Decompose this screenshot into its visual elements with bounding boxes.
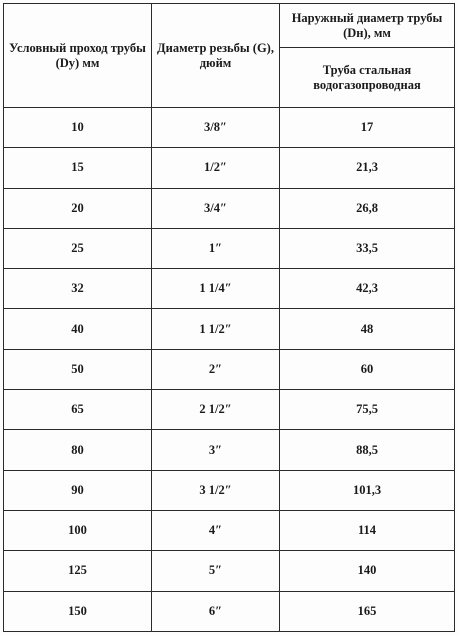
table-row: [4, 309, 455, 349]
cell-outer-diameter: 114: [280, 510, 455, 550]
table-row: [4, 228, 455, 268]
table-row: [4, 148, 455, 188]
cell-nominal-bore: 32: [4, 269, 152, 309]
cell-outer-diameter: 26,8: [280, 188, 455, 228]
cell-outer-diameter: 140: [280, 551, 455, 591]
cell-nominal-bore: 65: [4, 390, 152, 430]
cell-thread-diameter: 5″: [152, 551, 280, 591]
pipe-dimensions-table: [3, 3, 455, 632]
cell-outer-diameter: 48: [280, 309, 455, 349]
table-row: [4, 551, 455, 591]
cell-nominal-bore: 25: [4, 228, 152, 268]
cell-nominal-bore: 15: [4, 148, 152, 188]
cell-outer-diameter: 101,3: [280, 470, 455, 510]
table-row: [4, 430, 455, 470]
cell-thread-diameter: 1 1/2″: [152, 309, 280, 349]
table-row: [4, 390, 455, 430]
header-thread-diameter: Диаметр резьбы (G), дюйм: [152, 4, 280, 108]
table-body: [4, 108, 455, 632]
cell-outer-diameter: 17: [280, 108, 455, 148]
table-row: [4, 269, 455, 309]
cell-thread-diameter: 1 1/4″: [152, 269, 280, 309]
cell-nominal-bore: 20: [4, 188, 152, 228]
cell-thread-diameter: 4″: [152, 510, 280, 550]
cell-thread-diameter: 3/8″: [152, 108, 280, 148]
table-row: [4, 188, 455, 228]
cell-thread-diameter: 1/2″: [152, 148, 280, 188]
cell-outer-diameter: 75,5: [280, 390, 455, 430]
cell-nominal-bore: 10: [4, 108, 152, 148]
table-row: [4, 591, 455, 631]
header-pipe-type: Труба стальная водогазопроводная: [280, 48, 455, 108]
header-nominal-bore: Условный проход трубы (Dy) мм: [4, 4, 152, 108]
cell-thread-diameter: 6″: [152, 591, 280, 631]
cell-nominal-bore: 40: [4, 309, 152, 349]
cell-nominal-bore: 80: [4, 430, 152, 470]
cell-thread-diameter: 1″: [152, 228, 280, 268]
table-row: [4, 349, 455, 389]
cell-nominal-bore: 90: [4, 470, 152, 510]
cell-thread-diameter: 2″: [152, 349, 280, 389]
cell-thread-diameter: 2 1/2″: [152, 390, 280, 430]
cell-thread-diameter: 3 1/2″: [152, 470, 280, 510]
cell-outer-diameter: 60: [280, 349, 455, 389]
cell-outer-diameter: 21,3: [280, 148, 455, 188]
cell-nominal-bore: 125: [4, 551, 152, 591]
cell-nominal-bore: 100: [4, 510, 152, 550]
cell-outer-diameter: 88,5: [280, 430, 455, 470]
cell-outer-diameter: 42,3: [280, 269, 455, 309]
table-row: [4, 510, 455, 550]
table-row: [4, 470, 455, 510]
cell-nominal-bore: 150: [4, 591, 152, 631]
cell-outer-diameter: 33,5: [280, 228, 455, 268]
cell-outer-diameter: 165: [280, 591, 455, 631]
cell-thread-diameter: 3/4″: [152, 188, 280, 228]
header-outer-diameter: Наружный диаметр трубы (Dн), мм: [280, 4, 455, 48]
cell-thread-diameter: 3″: [152, 430, 280, 470]
table-row: [4, 108, 455, 148]
cell-nominal-bore: 50: [4, 349, 152, 389]
